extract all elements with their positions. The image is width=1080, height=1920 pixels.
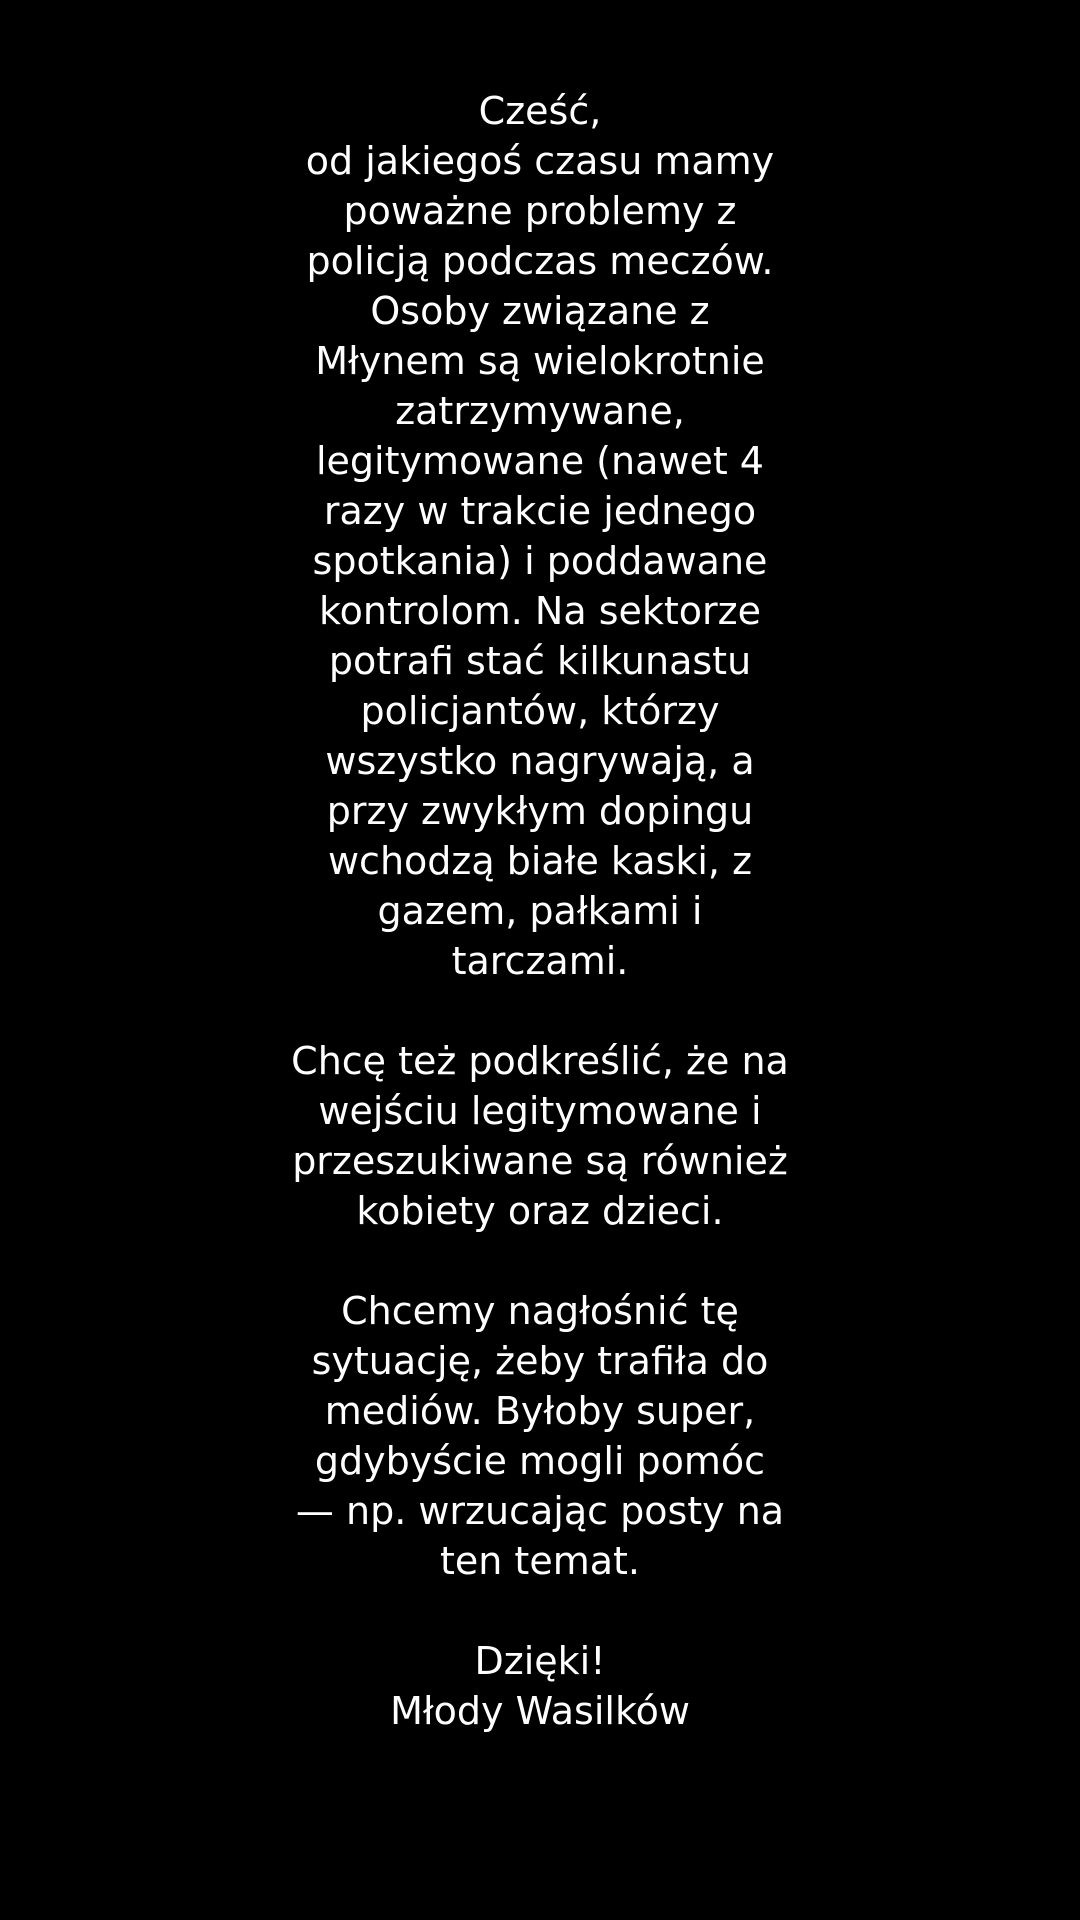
text-line: gdybyście mogli pomóc [314,1439,766,1483]
text-line: mediów. Byłoby super, [324,1389,756,1433]
text-line: przeszukiwane są również [292,1139,788,1183]
text-line: zatrzymywane, [395,389,685,433]
text-line: przy zwykłym dopingu [326,789,754,833]
text-line: policją podczas meczów. [306,239,774,283]
text-line: Osoby związane z [370,289,710,333]
text-line: kobiety oraz dzieci. [356,1189,724,1233]
text-line: wejściu legitymowane i [318,1089,762,1133]
text-line: tarczami. [451,939,629,983]
text-line: potrafi stać kilkunastu [328,639,752,683]
text-line: sytuację, żeby trafiła do [311,1339,769,1383]
text-line: — np. wrzucając posty na [295,1489,785,1533]
text-line: wszystko nagrywają, a [325,739,755,783]
text-line: ten temat. [439,1539,640,1583]
text-line: Młynem są wielokrotnie [315,339,765,383]
paragraph-intro [270,86,810,986]
text-line: Chcę też podkreślić, że na [291,1039,789,1083]
message-text [270,86,810,1736]
paragraph-women-children [270,1036,810,1236]
text-line: legitymowane (nawet 4 [316,439,764,483]
text-line: gazem, pałkami i [377,889,703,933]
text-line: Dzięki! [474,1639,606,1683]
text-line: Chcemy nagłośnić tę [341,1289,739,1333]
text-line: policjantów, którzy [360,689,720,733]
text-line: wchodzą białe kaski, z [327,839,753,883]
paragraph-request [270,1286,810,1586]
paragraph-signoff [270,1636,810,1736]
text-line: razy w trakcie jednego [323,489,757,533]
signature: Młody Wasilków [390,1689,690,1733]
text-line: poważne problemy z [343,189,737,233]
text-line: Cześć, [478,89,602,133]
text-line: od jakiegoś czasu mamy [305,139,775,183]
text-line: kontrolom. Na sektorze [319,589,761,633]
text-line: spotkania) i poddawane [312,539,768,583]
